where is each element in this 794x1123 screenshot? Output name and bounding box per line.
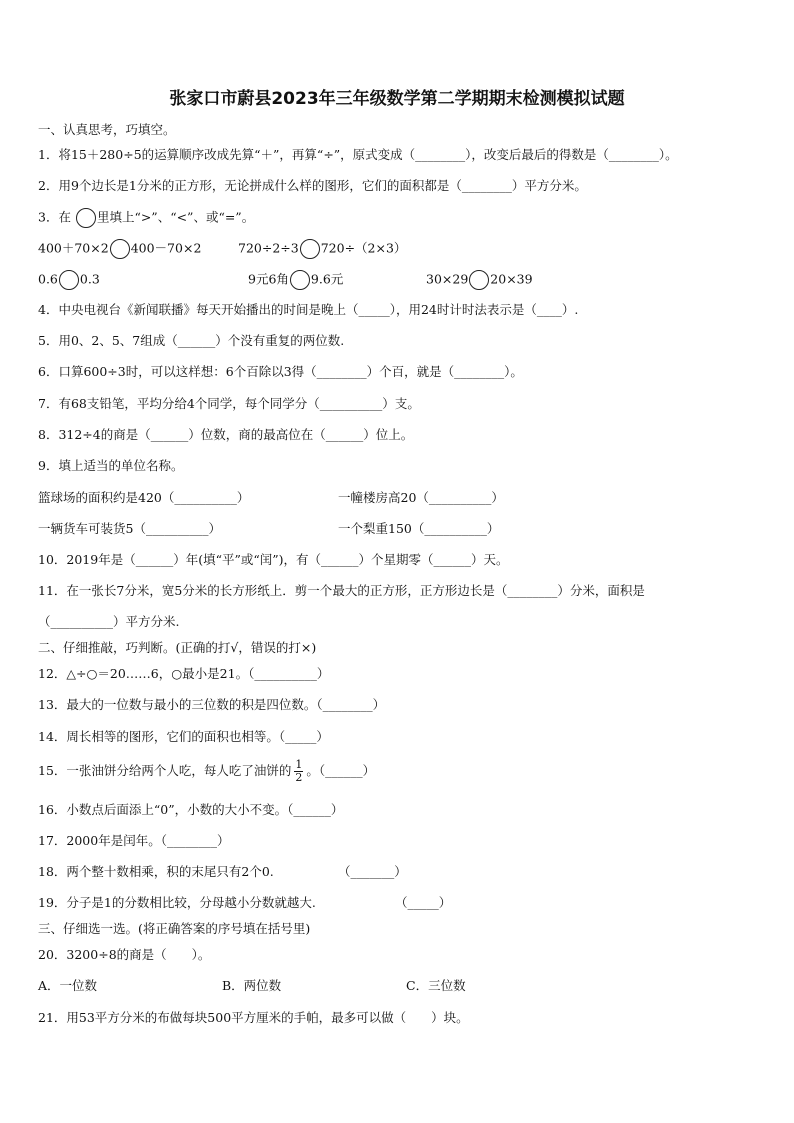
question-11-line-2: （__________）平方分米. [38, 614, 180, 629]
compare-circle-icon[interactable] [300, 239, 320, 259]
question-8: 8．312÷4的商是（______）位数，商的最高位在（______）位上。 [38, 427, 414, 442]
question-2: 2．用9个边长是1分米的正方形，无论拼成什么样的图形，它们的面积都是（________）平方分米。 [38, 178, 587, 193]
question-16: 16．小数点后面添上“0”，小数的大小不变。（______） [38, 802, 344, 817]
compare-circle-icon[interactable] [110, 239, 130, 259]
question-1: 1．将15＋280÷5的运算顺序改成先算“＋”，再算“÷”，原式变成（________），改变后最后的得数是（________）。 [38, 147, 678, 162]
question-3-pre: 3．在 [38, 209, 71, 225]
compare-left: 400＋70×2 [38, 240, 109, 256]
compare-right: 720÷（2×3） [320, 240, 407, 256]
question-15-post: 。（______） [306, 763, 376, 778]
page-title: 张家口市蔚县2023年三年级数学第二学期期末检测模拟试题 [169, 89, 625, 109]
question-18: 18．两个整十数相乘，积的末尾只有2个0. [38, 864, 274, 879]
question-15-pre: 15．一张油饼分给两个人吃，每人吃了油饼的 [38, 763, 292, 778]
question-18-blank: （_______） [338, 864, 407, 879]
question-20-option-a: A．一位数 [38, 978, 98, 993]
question-13: 13．最大的一位数与最小的三位数的积是四位数。（________） [38, 697, 386, 712]
question-7: 7．有68支铅笔，平均分给4个同学，每个同学分（__________）支。 [38, 396, 420, 411]
question-20-option-c: C．三位数 [406, 978, 466, 993]
question-14: 14．周长相等的图形，它们的面积也相等。（_____） [38, 729, 329, 744]
question-21: 21．用53平方分米的布做每块500平方厘米的手帕，最多可以做（ ）块。 [38, 1010, 469, 1025]
question-11-line-1: 11．在一张长7分米，宽5分米的长方形纸上．剪一个最大的正方形，正方形边长是（________）分米，面积是 [38, 583, 645, 598]
compare-row-2a [38, 270, 100, 290]
question-10: 10．2019年是（______）年(填“平”或“闰”)，有（______）个星期零（______）天。 [38, 552, 509, 567]
question-20-option-b: B．两位数 [222, 978, 282, 993]
compare-circle-icon[interactable] [290, 270, 310, 290]
compare-row-2c [426, 270, 533, 290]
compare-left: 9元6角 [248, 271, 289, 287]
compare-left: 0.6 [38, 271, 58, 287]
question-15 [38, 757, 375, 785]
question-19: 19．分子是1的分数相比较，分母越小分数就越大. [38, 895, 316, 910]
fraction-numerator: 1 [295, 758, 303, 771]
question-3-post: 里填上“>”、“<”、或“=”。 [96, 209, 255, 225]
compare-right: 9.6元 [310, 271, 344, 287]
fraction-denominator: 2 [295, 771, 303, 784]
question-17: 17．2000年是闰年。（________） [38, 833, 230, 848]
question-5: 5．用0、2、5、7组成（______）个没有重复的两位数. [38, 333, 345, 348]
compare-row-2b [248, 270, 343, 290]
question-9-stem: 9．填上适当的单位名称。 [38, 458, 184, 473]
question-9-c: 一辆货车可装货5（__________） [38, 521, 221, 536]
question-3-stem [38, 208, 254, 228]
compare-circle-icon[interactable] [469, 270, 489, 290]
compare-row-1b [238, 239, 406, 259]
question-9-a: 篮球场的面积约是420（__________） [38, 490, 250, 505]
question-12: 12．△÷○＝20……6，○最小是21。（__________） [38, 666, 330, 681]
section-heading-fill-in: 一、认真思考，巧填空。 [38, 122, 176, 137]
compare-left: 720÷2÷3 [238, 240, 299, 256]
section-heading-judge: 二、仔细推敲，巧判断。(正确的打√，错误的打×) [38, 640, 317, 655]
compare-right: 20×39 [490, 271, 533, 287]
question-19-blank: （_____） [395, 895, 452, 910]
question-9-b: 一幢楼房高20（__________） [338, 490, 504, 505]
question-20-stem: 20．3200÷8的商是（ ）。 [38, 947, 211, 962]
compare-right: 400－70×2 [130, 240, 202, 256]
fraction-one-half [294, 759, 303, 784]
compare-row-1a [38, 239, 201, 259]
compare-left: 30×29 [426, 271, 469, 287]
question-4: 4．中央电视台《新闻联播》每天开始播出的时间是晚上（_____），用24时计时法表示是（____）. [38, 302, 579, 317]
section-heading-choice: 三、仔细选一选。(将正确答案的序号填在括号里) [38, 921, 311, 936]
compare-circle-icon [76, 208, 96, 228]
compare-circle-icon[interactable] [59, 270, 79, 290]
compare-right: 0.3 [79, 271, 100, 287]
question-9-d: 一个梨重150（__________） [338, 521, 500, 536]
question-6: 6．口算600÷3时，可以这样想：6个百除以3得（________）个百，就是（________）。 [38, 364, 523, 379]
